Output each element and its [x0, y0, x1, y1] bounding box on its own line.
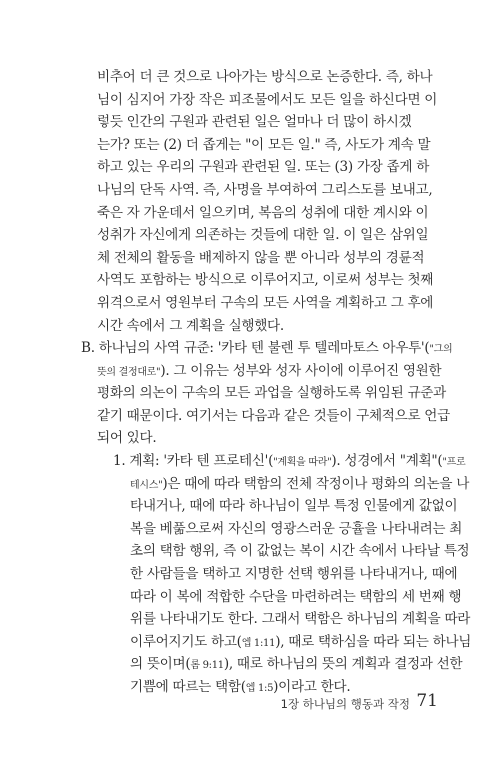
scripture-reference: 엡 1:11	[241, 637, 276, 649]
body-line: 평화의 의논이 구속의 모든 과업을 실행하도록 위임된 규준과	[97, 385, 446, 402]
body-line: 같기 때문이다. 여기서는 다음과 같은 것들이 구체적으로 언급	[97, 407, 450, 424]
body-line: 사역도 포함하는 방식으로 이루어지고, 이로써 성부는 첫째	[97, 272, 434, 289]
item-text: )은 때에 따라 택함의 전체 작정이나 평화의 의논을 나	[162, 475, 470, 492]
body-line: 하고 있는 우리의 구원과 관련된 일. 또는 (3) 가장 좁게 하	[97, 159, 430, 176]
body-line: 시간 속에서 그 계획을 실행했다.	[97, 317, 284, 334]
page-number: 71	[416, 691, 438, 711]
running-footer-chapter-title: 1장 하나님의 행동과 작정	[280, 697, 410, 711]
inline-gloss: "프로	[442, 457, 466, 469]
body-line: 초의 택함 행위, 즉 이 값없는 복이 시간 속에서 나타날 특정	[130, 543, 470, 560]
body-line	[130, 675, 350, 695]
body-line: 따라 이 복에 적합한 수단을 마련하려는 택함의 세 번째 행	[130, 588, 462, 605]
section-b-text: B. 하나님의 사역 규준: '카타 텐 불렌 투 텔레마토스 아우투'(	[81, 340, 430, 357]
body-line: 성취가 자신에게 의존하는 것들에 대한 일. 이 일은 삼위일	[97, 227, 429, 244]
scripture-reference: 롬 9:11	[190, 660, 224, 672]
body-line: 님이 심지어 가장 작은 피조물에서도 모든 일을 하신다면 이	[97, 91, 438, 108]
body-line: 위격으로서 영원부터 구속의 모든 사역을 계획하고 그 후에	[97, 294, 434, 311]
item-text: 의 뜻이며(	[130, 656, 191, 673]
body-line	[130, 472, 469, 492]
inline-gloss: "계획을 따라"	[273, 457, 332, 469]
body-line	[130, 630, 471, 650]
inline-gloss: 테시스"	[130, 479, 163, 491]
item-text: 이루어지기도 하고(	[130, 633, 242, 650]
body-line: 렇듯 인간의 구원과 관련된 일은 얼마나 더 많이 하시겠	[97, 114, 412, 131]
scripture-reference: 엡 1:5	[245, 683, 274, 694]
inline-gloss: 뜻의 결정대로"	[97, 366, 161, 378]
item-1-heading	[113, 449, 465, 469]
body-line: 나님의 단독 사역. 즉, 사명을 부여하여 그리스도를 보내고,	[97, 181, 433, 198]
section-b-heading	[81, 336, 452, 356]
item-text: ). 성경에서 "계획"(	[331, 453, 443, 470]
item-text: ), 때로 하나님의 뜻의 계획과 결정과 선한	[223, 656, 463, 673]
body-line: 는가? 또는 (2) 더 좁게는 "이 모든 일." 즉, 사도가 계속 말	[97, 136, 431, 153]
body-line: 비추어 더 큰 것으로 나아가는 방식으로 논증한다. 즉, 하나	[97, 69, 433, 85]
item-text: 기쁨에 따르는 택함(	[130, 679, 246, 695]
item-text: 1. 계획: '카타 텐 프로테신'(	[113, 453, 274, 470]
body-line: 위를 나타내기도 한다. 그래서 택함은 하나님의 계획을 따라	[130, 611, 471, 628]
body-line: 타내거나, 때에 따라 하나님이 일부 특정 인물에게 값없이	[130, 498, 458, 515]
item-text: ), 때로 택하심을 따라 되는 하나님	[275, 633, 472, 650]
body-line	[130, 652, 462, 672]
body-line: 복을 베풂으로써 자신의 영광스러운 긍휼을 나타내려는 최	[130, 520, 463, 537]
inline-gloss: "그의	[429, 344, 453, 356]
body-line: 한 사람들을 택하고 지명한 선택 행위를 나타내거나, 때에	[130, 566, 458, 583]
body-line	[97, 359, 441, 379]
body-line: 체 전체의 활동을 배제하지 않을 뿐 아니라 성부의 경륜적	[97, 249, 425, 266]
body-line: 되어 있다.	[97, 430, 157, 447]
item-text: )이라고 한다.	[273, 679, 351, 695]
body-line: 죽은 자 가운데서 일으키며, 복음의 성취에 대한 계시와 이	[97, 204, 429, 221]
section-b-text: ). 그 이유는 성부와 성자 사이에 이루어진 영원한	[160, 362, 442, 379]
